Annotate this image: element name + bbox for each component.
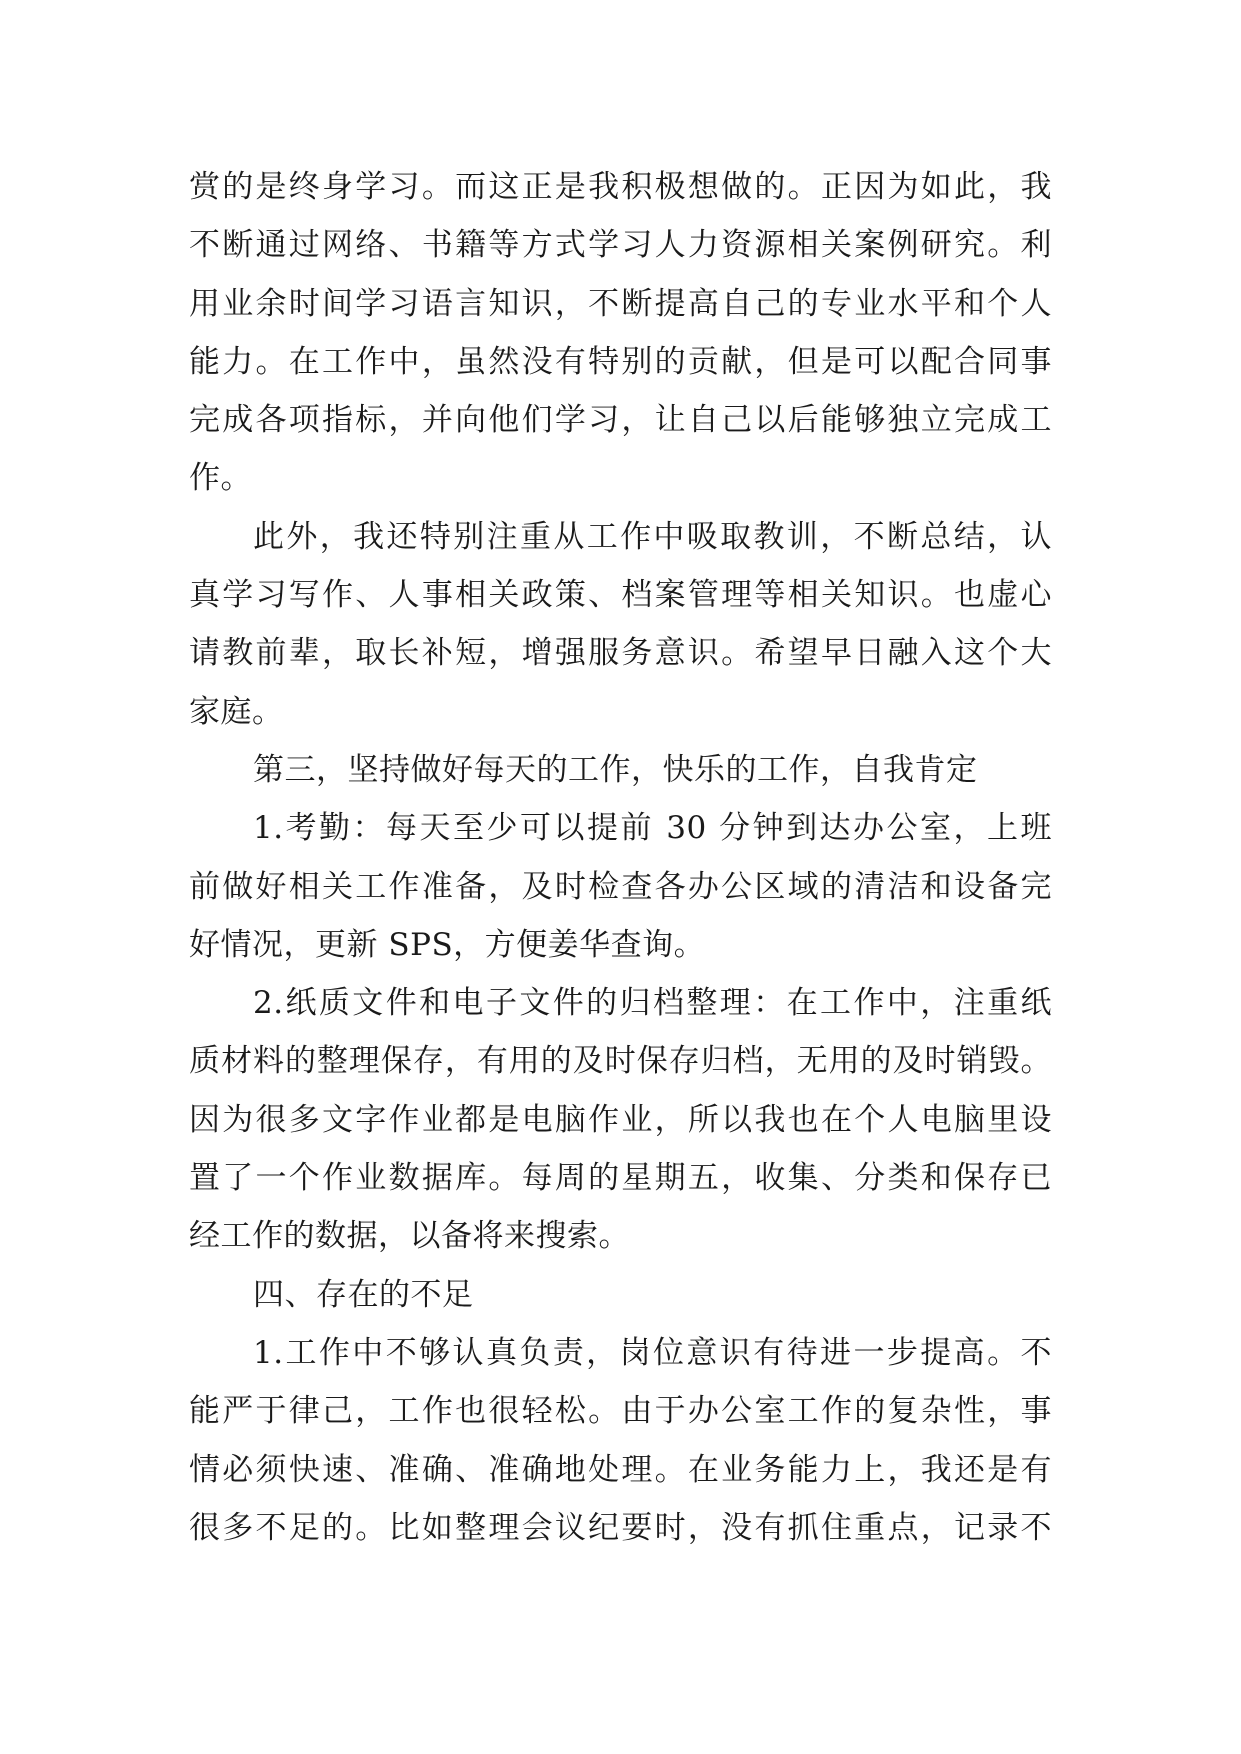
text-line: 经工作的数据，以备将来搜索。 <box>189 1218 630 1255</box>
text-line: 真学习写作、人事相关政策、档案管理等相关知识。也虚心 <box>189 577 1052 614</box>
text-line: 请教前辈，取长补短，增强服务意识。希望早日融入这个大 <box>189 635 1052 672</box>
document-body <box>189 158 1052 1557</box>
text-line: 赏的是终身学习。而这正是我积极想做的。正因为如此，我 <box>189 169 1052 205</box>
text-line: 作。 <box>189 460 252 497</box>
paragraph-first-line: 2.纸质文件和电子文件的归档整理：在工作中，注重纸 <box>253 985 1052 1022</box>
text-line: 不断通过网络、书籍等方式学习人力资源相关案例研究。利 <box>189 227 1052 264</box>
text-line: 质材料的整理保存，有用的及时保存归档，无用的及时销毁。 <box>189 1043 1052 1080</box>
paragraph-first-line: 1.考勤：每天至少可以提前 30 分钟到达办公室，上班 <box>253 810 1052 847</box>
text-line: 很多不足的。比如整理会议纪要时，没有抓住重点，记录不 <box>189 1509 1052 1546</box>
text-line: 好情况，更新 SPS，方便姜华查询。 <box>189 926 706 963</box>
paragraph-first-line: 此外，我还特别注重从工作中吸取教训，不断总结，认 <box>253 518 1052 555</box>
text-line: 用业余时间学习语言知识，不断提高自己的专业水平和个人 <box>189 285 1052 322</box>
text-line: 置了一个作业数据库。每周的星期五，收集、分类和保存已 <box>189 1160 1052 1197</box>
paragraph-first-line: 第三，坚持做好每天的工作，快乐的工作，自我肯定 <box>253 751 978 788</box>
text-line: 情必须快速、准确、准确地处理。在业务能力上，我还是有 <box>189 1451 1052 1488</box>
text-line: 前做好相关工作准备，及时检查各办公区域的清洁和设备完 <box>189 868 1052 905</box>
text-line: 因为很多文字作业都是电脑作业，所以我也在个人电脑里设 <box>189 1101 1052 1138</box>
text-line: 家庭。 <box>189 693 284 730</box>
text-line: 能力。在工作中，虽然没有特别的贡献，但是可以配合同事 <box>189 343 1052 380</box>
paragraph-first-line: 四、存在的不足 <box>253 1276 474 1313</box>
paragraph-first-line: 1.工作中不够认真负责，岗位意识有待进一步提高。不 <box>253 1334 1052 1371</box>
text-line: 能严于律己，工作也很轻松。由于办公室工作的复杂性，事 <box>189 1393 1052 1430</box>
text-line: 完成各项指标，并向他们学习，让自己以后能够独立完成工 <box>189 402 1052 439</box>
